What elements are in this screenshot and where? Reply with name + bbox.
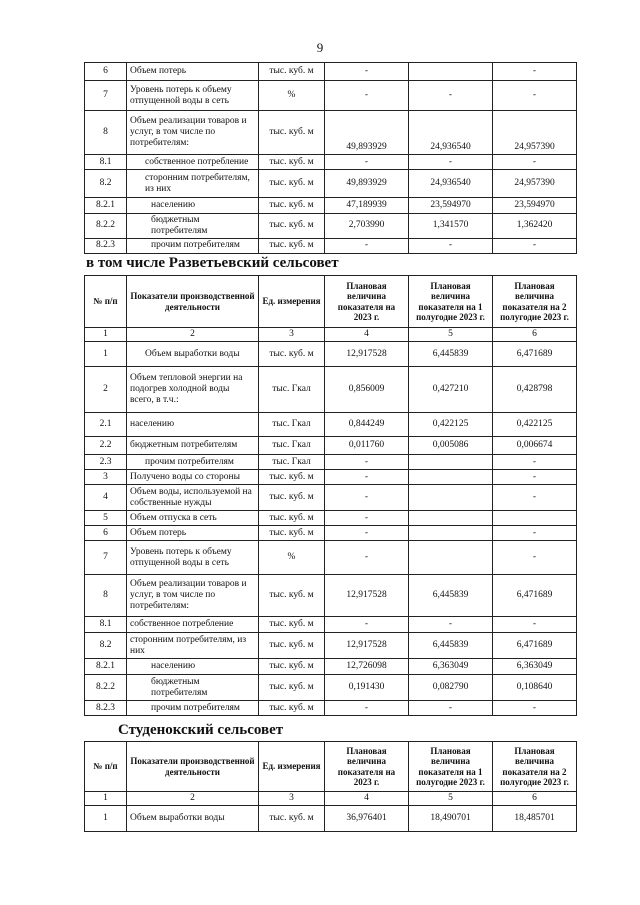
indicator-name-cell: Объем тепловой энергии на подогрев холодной воды всего, в т.ч.:: [127, 367, 259, 413]
value-cell: -: [493, 485, 577, 511]
indicator-name-cell: собственное потребление: [127, 617, 259, 633]
unit-cell: тыс. Гкал: [259, 367, 325, 413]
column-number-cell: 4: [325, 792, 409, 806]
value-cell: 49,893929: [325, 111, 409, 155]
header-cell: Показатели производственной деятельности: [127, 742, 259, 792]
row-number-cell: 8.2.3: [85, 238, 127, 253]
indicator-name-cell: населению: [127, 413, 259, 437]
value-cell: -: [325, 238, 409, 253]
value-cell: [493, 511, 577, 526]
table-row: [85, 806, 577, 832]
unit-cell: тыс. куб. м: [259, 659, 325, 675]
table-row: [85, 675, 577, 701]
unit-cell: тыс. куб. м: [259, 170, 325, 198]
value-cell: -: [409, 701, 493, 716]
header-cell: Ед. измерения: [259, 276, 325, 328]
indicator-name-cell: прочим потребителям: [127, 455, 259, 470]
unit-cell: тыс. Гкал: [259, 455, 325, 470]
value-cell: -: [493, 701, 577, 716]
value-cell: -: [409, 617, 493, 633]
row-number-cell: 3: [85, 470, 127, 485]
unit-cell: тыс. куб. м: [259, 575, 325, 617]
column-number-cell: 5: [409, 792, 493, 806]
column-number-cell: 5: [409, 328, 493, 342]
value-cell: 18,490701: [409, 806, 493, 832]
value-cell: 0,856009: [325, 367, 409, 413]
indicator-name-cell: Объем реализации товаров и услуг, в том числе по потребителям:: [127, 575, 259, 617]
column-number-cell: 2: [127, 328, 259, 342]
indicator-name-cell: сторонним потребителям, из них: [127, 170, 259, 198]
table-row: [85, 214, 577, 239]
value-cell: 6,363049: [409, 659, 493, 675]
indicator-name-cell: прочим потребителям: [127, 701, 259, 716]
value-cell: -: [325, 455, 409, 470]
indicator-name-cell: населению: [127, 659, 259, 675]
value-cell: 24,936540: [409, 170, 493, 198]
value-cell: -: [325, 155, 409, 170]
table-row: [85, 63, 577, 81]
section-title-studenoksky: Студенокский сельсовет: [118, 722, 284, 738]
table-row: [85, 155, 577, 170]
value-cell: [409, 470, 493, 485]
value-cell: -: [493, 541, 577, 575]
indicator-name-cell: Получено воды со стороны: [127, 470, 259, 485]
value-cell: 0,005086: [409, 437, 493, 455]
value-cell: 0,422125: [493, 413, 577, 437]
header-cell: Плановая величина показателя на 1 полугодие 2023 г.: [409, 276, 493, 328]
indicator-name-cell: бюджетным потребителям: [127, 437, 259, 455]
value-cell: 36,976401: [325, 806, 409, 832]
header-cell: Плановая величина показателя на 2 полугодие 2023 г.: [493, 276, 577, 328]
table-continued: [84, 62, 577, 254]
unit-cell: тыс. куб. м: [259, 526, 325, 541]
indicator-name-cell: бюджетным потребителям: [127, 214, 259, 239]
indicator-name-cell: сторонним потребителям, из них: [127, 633, 259, 659]
indicator-name-cell: прочим потребителям: [127, 238, 259, 253]
header-row: [85, 276, 577, 328]
column-number-cell: 2: [127, 792, 259, 806]
row-number-cell: 8: [85, 111, 127, 155]
value-cell: -: [493, 238, 577, 253]
table-row: [85, 455, 577, 470]
value-cell: -: [325, 511, 409, 526]
value-cell: 47,189939: [325, 198, 409, 214]
table-row: [85, 659, 577, 675]
value-cell: 0,422125: [409, 413, 493, 437]
unit-cell: тыс. куб. м: [259, 617, 325, 633]
table-row: [85, 617, 577, 633]
indicator-name-cell: населению: [127, 198, 259, 214]
indicator-name-cell: Объем реализации товаров и услуг, в том числе по потребителям:: [127, 111, 259, 155]
header-cell: Плановая величина показателя на 2023 г.: [325, 276, 409, 328]
unit-cell: тыс. куб. м: [259, 155, 325, 170]
row-number-cell: 1: [85, 342, 127, 367]
value-cell: -: [325, 485, 409, 511]
table-razvetyevsky: [84, 275, 577, 716]
indicator-name-cell: бюджетным потребителям: [127, 675, 259, 701]
row-number-cell: 8.2.3: [85, 701, 127, 716]
value-cell: 0,108640: [493, 675, 577, 701]
value-cell: [409, 455, 493, 470]
column-number-row: [85, 792, 577, 806]
table-row: [85, 541, 577, 575]
header-row: [85, 742, 577, 792]
indicator-name-cell: Объем выработки воды: [127, 342, 259, 367]
value-cell: [409, 526, 493, 541]
table-row: [85, 81, 577, 111]
value-cell: [409, 485, 493, 511]
value-cell: -: [493, 455, 577, 470]
row-number-cell: 8.1: [85, 617, 127, 633]
row-number-cell: 7: [85, 81, 127, 111]
unit-cell: тыс. куб. м: [259, 214, 325, 239]
row-number-cell: 8.2.1: [85, 659, 127, 675]
value-cell: 6,471689: [493, 342, 577, 367]
value-cell: 0,011760: [325, 437, 409, 455]
value-cell: -: [493, 526, 577, 541]
value-cell: 0,006674: [493, 437, 577, 455]
row-number-cell: 2.1: [85, 413, 127, 437]
row-number-cell: 8.2.1: [85, 198, 127, 214]
indicator-name-cell: Объем потерь: [127, 63, 259, 81]
value-cell: -: [493, 470, 577, 485]
page-number: 9: [316, 40, 324, 55]
unit-cell: тыс. куб. м: [259, 111, 325, 155]
value-cell: 12,917528: [325, 575, 409, 617]
value-cell: 1,341570: [409, 214, 493, 239]
header-cell: № п/п: [85, 742, 127, 792]
value-cell: 2,703990: [325, 214, 409, 239]
unit-cell: тыс. куб. м: [259, 675, 325, 701]
unit-cell: тыс. куб. м: [259, 633, 325, 659]
row-number-cell: 5: [85, 511, 127, 526]
table-row: [85, 413, 577, 437]
value-cell: 6,471689: [493, 575, 577, 617]
table-row: [85, 633, 577, 659]
value-cell: 6,471689: [493, 633, 577, 659]
value-cell: -: [325, 526, 409, 541]
value-cell: 6,445839: [409, 575, 493, 617]
table-row: [85, 238, 577, 253]
indicator-name-cell: Уровень потерь к объему отпущенной воды в сеть: [127, 541, 259, 575]
header-cell: Плановая величина показателя на 2023 г.: [325, 742, 409, 792]
value-cell: 0,428798: [493, 367, 577, 413]
column-number-row: [85, 328, 577, 342]
value-cell: 6,445839: [409, 342, 493, 367]
value-cell: -: [325, 701, 409, 716]
value-cell: 24,957390: [493, 111, 577, 155]
value-cell: 0,191430: [325, 675, 409, 701]
table-row: [85, 170, 577, 198]
indicator-name-cell: собственное потребление: [127, 155, 259, 170]
row-number-cell: 4: [85, 485, 127, 511]
value-cell: -: [325, 470, 409, 485]
table-row: [85, 367, 577, 413]
value-cell: 49,893929: [325, 170, 409, 198]
value-cell: [409, 511, 493, 526]
value-cell: 24,957390: [493, 170, 577, 198]
table-row: [85, 511, 577, 526]
row-number-cell: 2: [85, 367, 127, 413]
unit-cell: тыс. куб. м: [259, 63, 325, 81]
table-row: [85, 701, 577, 716]
value-cell: 0,427210: [409, 367, 493, 413]
value-cell: -: [493, 617, 577, 633]
row-number-cell: 8.2: [85, 633, 127, 659]
table-studenoksky: [84, 741, 577, 832]
column-number-cell: 3: [259, 792, 325, 806]
unit-cell: тыс. куб. м: [259, 342, 325, 367]
section-title-razvetyevsky: в том числе Разветьевский сельсовет: [86, 255, 339, 271]
header-cell: Показатели производственной деятельности: [127, 276, 259, 328]
table-row: [85, 575, 577, 617]
value-cell: 12,917528: [325, 342, 409, 367]
table-row: [85, 111, 577, 155]
unit-cell: %: [259, 81, 325, 111]
unit-cell: %: [259, 541, 325, 575]
row-number-cell: 2.2: [85, 437, 127, 455]
value-cell: 18,485701: [493, 806, 577, 832]
row-number-cell: 8.2.2: [85, 675, 127, 701]
value-cell: 23,594970: [493, 198, 577, 214]
row-number-cell: 6: [85, 526, 127, 541]
indicator-name-cell: Уровень потерь к объему отпущенной воды в сеть: [127, 81, 259, 111]
unit-cell: тыс. куб. м: [259, 485, 325, 511]
value-cell: 0,082790: [409, 675, 493, 701]
value-cell: 12,917528: [325, 633, 409, 659]
table-row: [85, 342, 577, 367]
value-cell: -: [325, 81, 409, 111]
column-number-cell: 1: [85, 792, 127, 806]
value-cell: 1,362420: [493, 214, 577, 239]
unit-cell: тыс. Гкал: [259, 413, 325, 437]
table-row: [85, 470, 577, 485]
value-cell: -: [493, 63, 577, 81]
value-cell: -: [409, 155, 493, 170]
row-number-cell: 8.2: [85, 170, 127, 198]
unit-cell: тыс. куб. м: [259, 511, 325, 526]
header-cell: Ед. измерения: [259, 742, 325, 792]
table-row: [85, 526, 577, 541]
row-number-cell: 7: [85, 541, 127, 575]
row-number-cell: 1: [85, 806, 127, 832]
indicator-name-cell: Объем воды, используемой на собственные нужды: [127, 485, 259, 511]
value-cell: [409, 63, 493, 81]
column-number-cell: 6: [493, 792, 577, 806]
value-cell: -: [325, 541, 409, 575]
unit-cell: тыс. куб. м: [259, 701, 325, 716]
row-number-cell: 8: [85, 575, 127, 617]
row-number-cell: 6: [85, 63, 127, 81]
unit-cell: тыс. куб. м: [259, 470, 325, 485]
value-cell: -: [493, 81, 577, 111]
value-cell: 6,363049: [493, 659, 577, 675]
indicator-name-cell: Объем выработки воды: [127, 806, 259, 832]
header-cell: № п/п: [85, 276, 127, 328]
header-cell: Плановая величина показателя на 2 полугодие 2023 г.: [493, 742, 577, 792]
value-cell: -: [493, 155, 577, 170]
table-row: [85, 437, 577, 455]
value-cell: 23,594970: [409, 198, 493, 214]
column-number-cell: 4: [325, 328, 409, 342]
value-cell: 0,844249: [325, 413, 409, 437]
row-number-cell: 8.2.2: [85, 214, 127, 239]
table-row: [85, 485, 577, 511]
value-cell: -: [409, 238, 493, 253]
value-cell: -: [325, 63, 409, 81]
unit-cell: тыс. куб. м: [259, 806, 325, 832]
value-cell: -: [325, 617, 409, 633]
value-cell: 6,445839: [409, 633, 493, 659]
row-number-cell: 8.1: [85, 155, 127, 170]
column-number-cell: 6: [493, 328, 577, 342]
header-cell: Плановая величина показателя на 1 полугодие 2023 г.: [409, 742, 493, 792]
column-number-cell: 1: [85, 328, 127, 342]
value-cell: 12,726098: [325, 659, 409, 675]
column-number-cell: 3: [259, 328, 325, 342]
value-cell: [409, 541, 493, 575]
table-row: [85, 198, 577, 214]
value-cell: -: [409, 81, 493, 111]
value-cell: 24,936540: [409, 111, 493, 155]
indicator-name-cell: Объем отпуска в сеть: [127, 511, 259, 526]
unit-cell: тыс. куб. м: [259, 238, 325, 253]
unit-cell: тыс. куб. м: [259, 198, 325, 214]
unit-cell: тыс. Гкал: [259, 437, 325, 455]
indicator-name-cell: Объем потерь: [127, 526, 259, 541]
row-number-cell: 2.3: [85, 455, 127, 470]
